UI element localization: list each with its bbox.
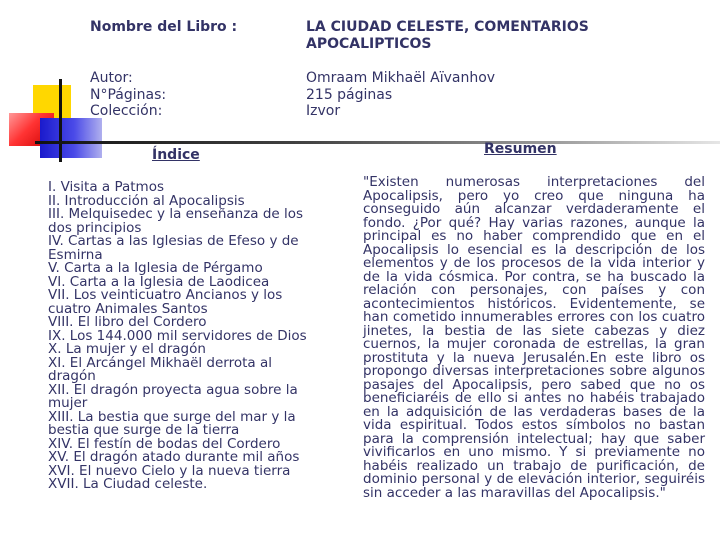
index-item: XVII. La Ciudad celeste. <box>48 476 208 492</box>
book-title-label: Nombre del Libro : <box>90 19 238 35</box>
decor-horizontal-rule <box>35 141 720 144</box>
index-heading: Índice <box>152 147 200 163</box>
index-item: I. Visita a Patmos <box>48 179 165 195</box>
decor-vertical-line <box>59 79 62 162</box>
collection-label: Colección: <box>90 103 163 119</box>
index-item: XII. El dragón proyecta agua sobre la mujer <box>48 381 298 411</box>
collection-value: Izvor <box>306 103 341 119</box>
book-title: LA CIUDAD CELESTE, COMENTARIOS APOCALIPTICOS <box>306 19 589 52</box>
index-item: IV. Cartas a las Iglesias de Efeso y de Esmirna <box>48 233 299 263</box>
pages-label: N°Páginas: <box>90 87 167 103</box>
index-item: VI. Carta a la Iglesia de Laodicea <box>48 273 270 290</box>
summary-heading: Resumen <box>484 141 557 157</box>
index-item: XVI. El nuevo Cielo y la nueva tierra <box>48 462 291 479</box>
index-list <box>48 181 320 492</box>
index-item: XIV. El festín de bodas del Cordero <box>48 435 281 452</box>
decor-blue-rectangle <box>40 118 102 158</box>
index-item: V. Carta a la Iglesia de Pérgamo <box>48 260 263 276</box>
index-item: XV. El dragón atado durante mil años <box>48 449 300 465</box>
author-label: Autor: <box>90 70 133 86</box>
index-item: XIII. La bestia que surge del mar y la bestia que surge de la tierra <box>48 408 296 438</box>
index-item: VIII. El libro del Cordero <box>48 314 207 330</box>
pages-value: 215 páginas <box>306 87 393 103</box>
summary-text: "Existen numerosas interpretaciones del Apocalipsis, pero yo creo que ninguna ha conseguido aún alcanzar verdaderamente el fondo. ¿Por qué? Hay varias razones, aunque la principal es no haber comprendido que en el Apocalipsis lo esencial es la descripción de los elementos y de los procesos de la vida interior y de la vida cósmica. Por contra, se ha buscado la relación con personajes, con países y con acontecimientos históricos. Evidentemente, se han cometido innumerables errores con los cuatro jinetes, la bestia de las siete cabezas y diez cuernos, la mujer coronada de estrellas, la gran prostituta y la nueva Jerusalén.En este libro os propongo diversas interpretaciones sobre algunos pasajes del Apocalipsis, pero sabed que no os beneficiaréis de ello si antes no habéis trabajado en la adquisición de las verdaderas bases de la vida espiritual. Todos estos símbolos no bastan para la comprensión intelectual; hay que saber vivificarlos en uno mismo. Y si previamente no habéis realizado un trabajo de purificación, de dominio personal y de elevación interior, seguiréis sin acceder a las maravillas del Apocalipsis." <box>363 174 705 501</box>
index-item: III. Melquisedec y la enseñanza de los dos principios <box>48 206 304 236</box>
index-item: X. La mujer y el dragón <box>48 341 206 357</box>
index-item: II. Introducción al Apocalipsis <box>48 192 245 209</box>
index-item: XI. El Arcángel Mikhaël derrota al dragón <box>48 354 273 384</box>
index-item: VII. Los veinticuatro Ancianos y los cuatro Animales Santos <box>48 287 283 317</box>
author-value: Omraam Mikhaël Aïvanhov <box>306 70 496 86</box>
index-item: IX. Los 144.000 mil servidores de Dios <box>48 327 307 344</box>
